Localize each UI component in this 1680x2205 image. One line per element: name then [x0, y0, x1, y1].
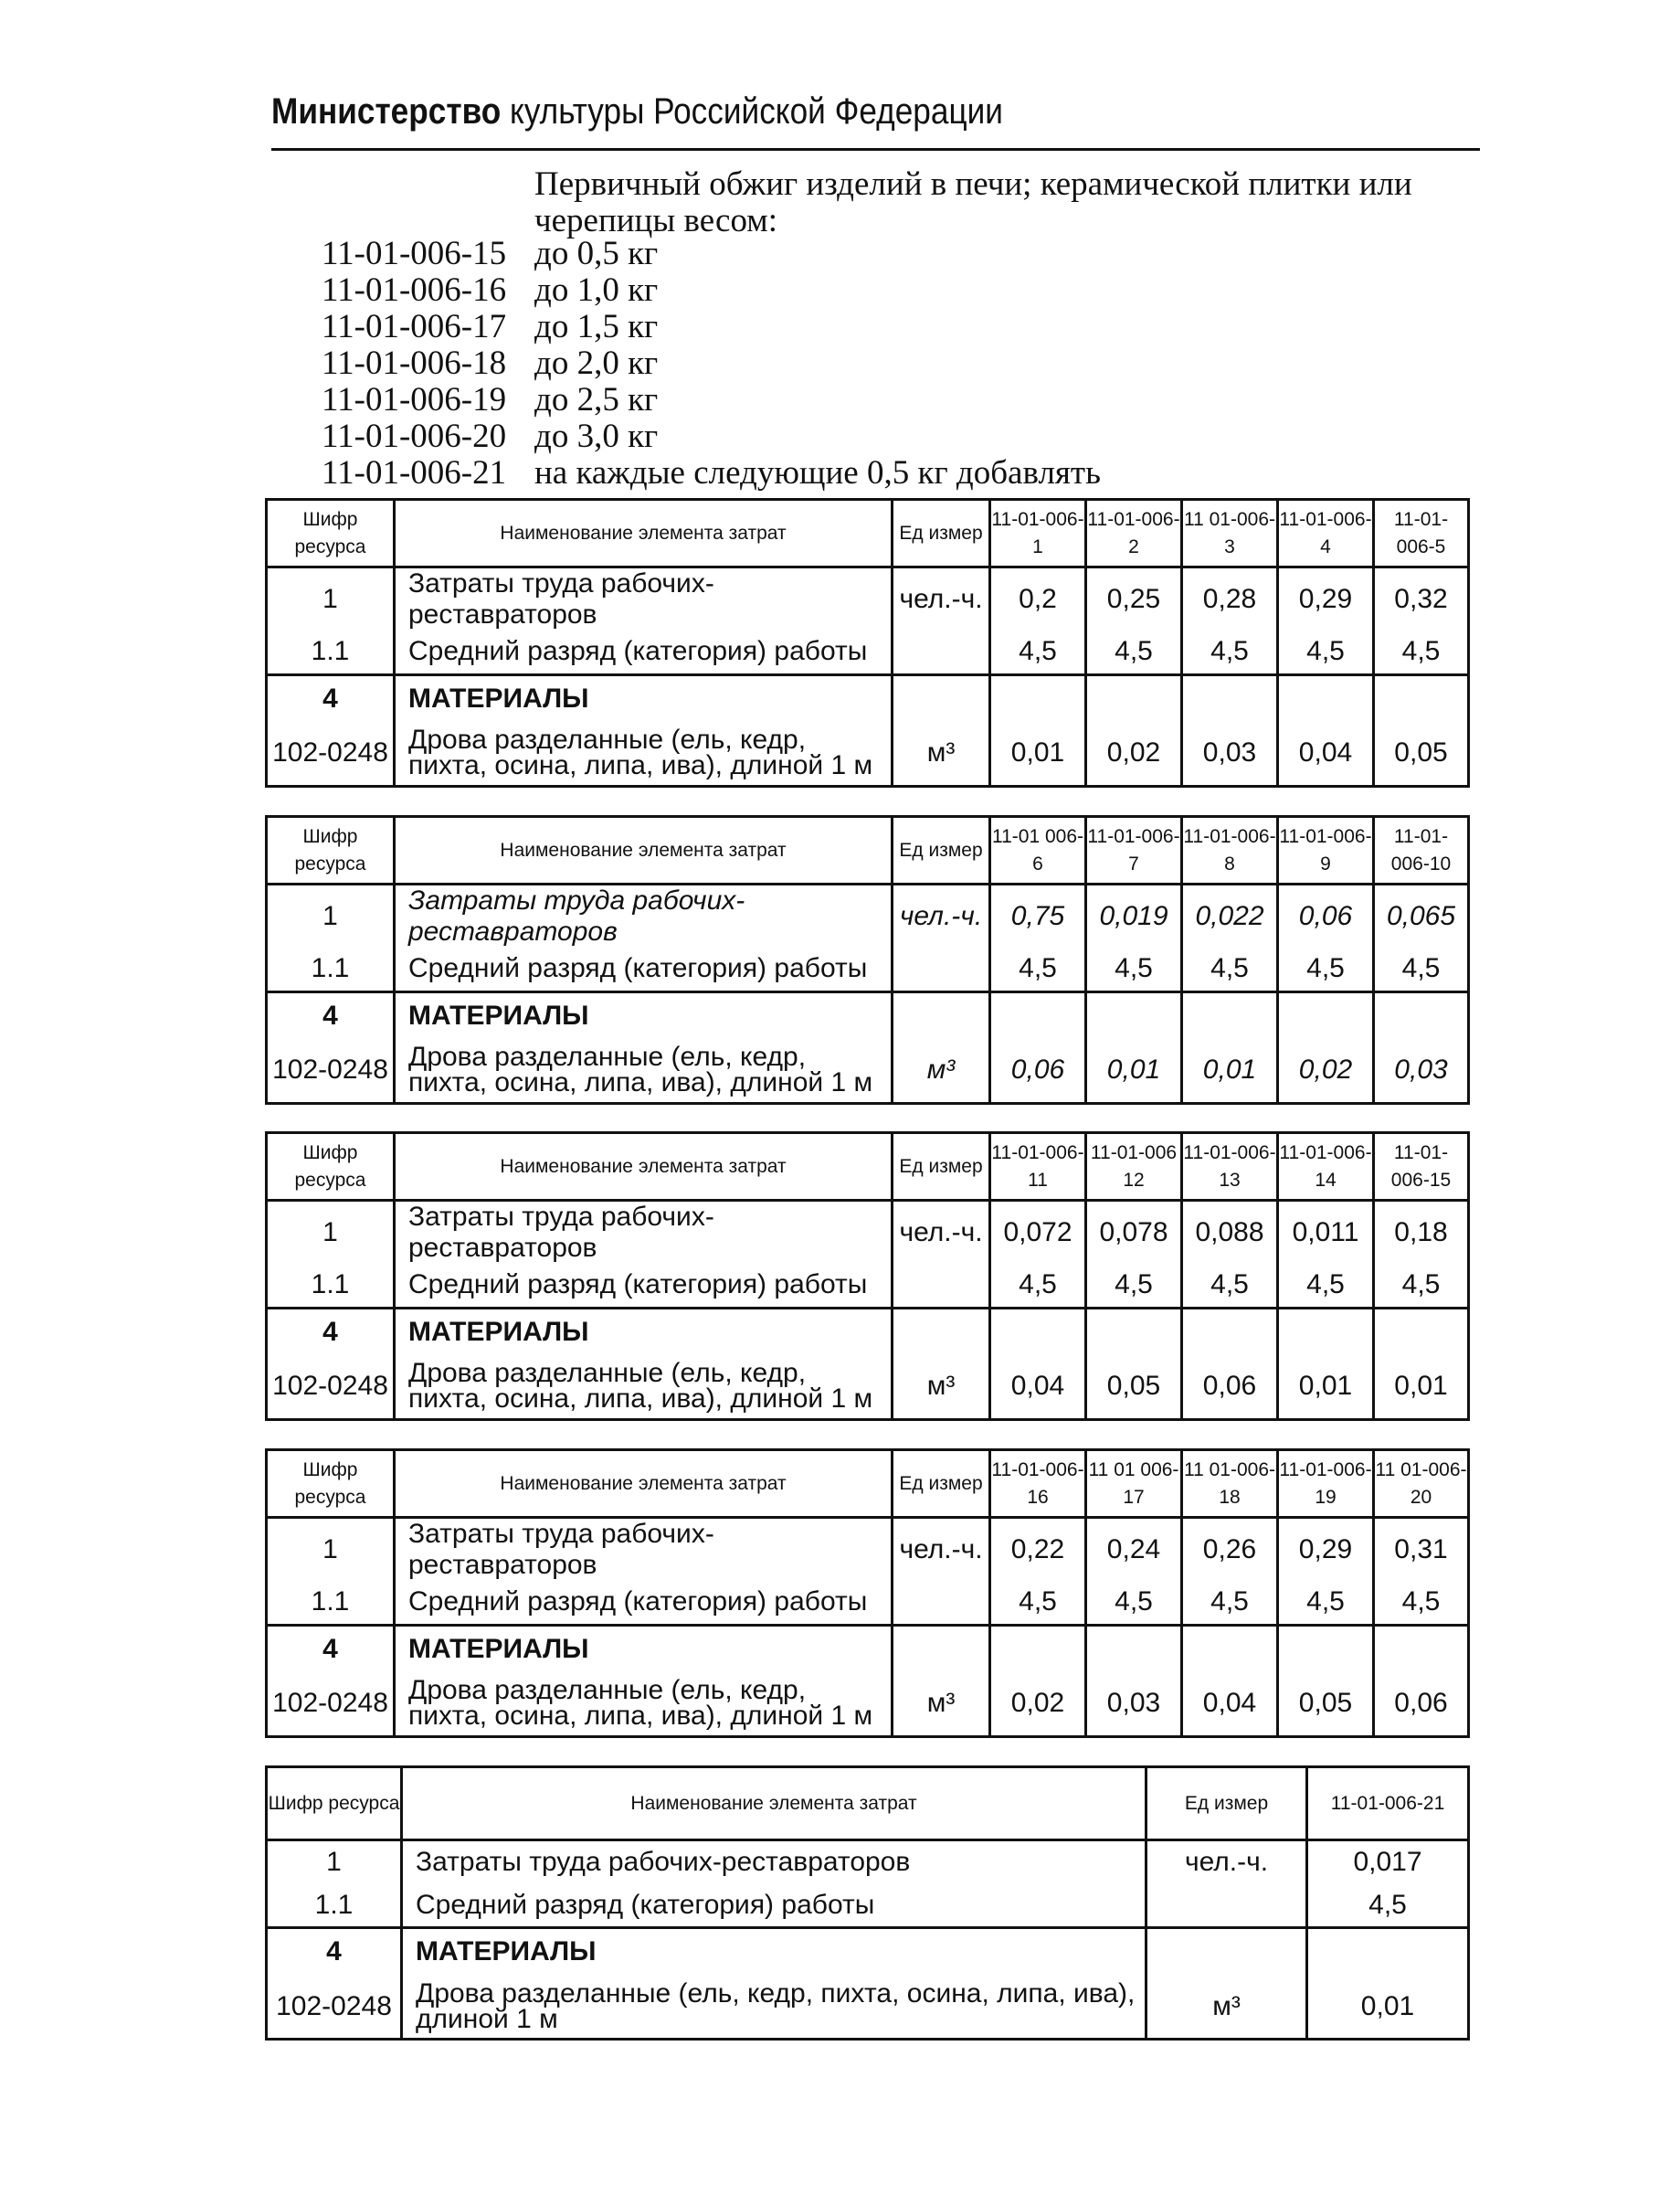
- labor-value: 0,011: [1278, 1201, 1374, 1265]
- labor-value: 0,25: [1086, 567, 1182, 631]
- grade-value: 4,5: [1086, 631, 1182, 674]
- grade-value: 4,5: [1086, 1581, 1182, 1625]
- header-unit: Ед измер: [893, 1450, 990, 1518]
- labor-value: 0,29: [1278, 1518, 1374, 1582]
- empty-cell: [1182, 991, 1278, 1039]
- item-code: 11-01-006-15: [322, 235, 507, 272]
- wood-value: 0,06: [1182, 1355, 1278, 1419]
- resource-table: [265, 498, 1470, 788]
- row-name: Дрова разделанные (ель, кедр, пихта, осина, липа, ива), длиной 1 м: [395, 1039, 893, 1103]
- labor-value: 0,065: [1374, 885, 1469, 949]
- header-rate-code: 11 01-006-3: [1182, 500, 1278, 567]
- row-code: 4: [267, 674, 395, 722]
- row-code: 102-0248: [267, 722, 395, 786]
- wood-value: 0,02: [990, 1672, 1086, 1736]
- empty-cell: [1182, 1308, 1278, 1355]
- header-name: Наименование элемента затрат: [402, 1767, 1146, 1840]
- grade-value: 4,5: [1278, 1264, 1374, 1308]
- wood-value: 0,01: [1278, 1355, 1374, 1419]
- labor-value: 0,072: [990, 1201, 1086, 1265]
- item-code: 11-01-006-20: [322, 418, 507, 455]
- header-rest: культуры Российской Федерации: [510, 91, 1003, 132]
- materials-label: МАТЕРИАЛЫ: [402, 1928, 1146, 1976]
- row-code: 1: [267, 885, 395, 949]
- row-name: Затраты труда рабочих-реставраторов: [402, 1840, 1146, 1884]
- wood-value: 0,02: [1086, 722, 1182, 786]
- grade-value: 4,5: [1086, 1264, 1182, 1308]
- header-unit: Ед измер: [893, 1133, 990, 1201]
- header-rate-code: 11-01-006-9: [1278, 817, 1374, 885]
- row-name: Дрова разделанные (ель, кедр, пихта, осина, липа, ива), длиной 1 м: [395, 1672, 893, 1736]
- empty-cell: [1307, 1928, 1469, 1976]
- code-list-item: [322, 382, 1101, 419]
- grade-value: 4,5: [990, 1264, 1086, 1308]
- row-name: Дрова разделанные (ель, кедр, пихта, осина, липа, ива), длиной 1 м: [402, 1976, 1146, 2040]
- row-code: 1: [267, 1201, 395, 1265]
- labor-value: 0,022: [1182, 885, 1278, 949]
- grade-value: 4,5: [1374, 631, 1469, 674]
- row-code: 1.1: [267, 1884, 402, 1928]
- labor-value: 0,75: [990, 885, 1086, 949]
- labor-value: 0,24: [1086, 1518, 1182, 1582]
- grade-value: 4,5: [1278, 1581, 1374, 1625]
- row-code: 4: [267, 991, 395, 1039]
- wood-value: 0,06: [990, 1039, 1086, 1103]
- empty-cell: [1278, 991, 1374, 1039]
- header-rate-code: 11-01-006-5: [1374, 500, 1469, 567]
- row-unit: [893, 948, 990, 991]
- row-code: 1.1: [267, 948, 395, 991]
- row-unit: чел.-ч.: [893, 1518, 990, 1582]
- row-unit: чел.-ч.: [1146, 1840, 1307, 1884]
- empty-cell: [1278, 1308, 1374, 1355]
- header-rate-code: 11-01-006-10: [1374, 817, 1469, 885]
- header-rule: [271, 148, 1480, 151]
- empty-cell: [990, 1625, 1086, 1672]
- grade-value: 4,5: [990, 1581, 1086, 1625]
- wood-value: 0,01: [1086, 1039, 1182, 1103]
- header-rate-code: 11 01-006-20: [1374, 1450, 1469, 1518]
- empty-cell: [1374, 1308, 1469, 1355]
- empty-cell: [1086, 674, 1182, 722]
- header-rate-code: 11-01-006-21: [1307, 1767, 1469, 1840]
- labor-value: 0,017: [1307, 1840, 1469, 1884]
- header-rate-code: 11-01-006-8: [1182, 817, 1278, 885]
- grade-value: 4,5: [1374, 948, 1469, 991]
- wood-value: 0,06: [1374, 1672, 1469, 1736]
- row-unit: чел.-ч.: [893, 885, 990, 949]
- empty-cell: [990, 991, 1086, 1039]
- item-text: до 2,5 кг: [534, 381, 659, 419]
- row-code: 1.1: [267, 1581, 395, 1625]
- header-rate-code: 11-01-006-13: [1182, 1133, 1278, 1201]
- row-name: Средний разряд (категория) работы: [395, 1581, 893, 1625]
- header-code: Шифр ресурса: [267, 500, 395, 567]
- row-code: 4: [267, 1928, 402, 1976]
- header-name: Наименование элемента затрат: [395, 1450, 893, 1518]
- row-name: Затраты труда рабочих-реставраторов: [395, 567, 893, 631]
- code-list-item: [322, 309, 1101, 345]
- header-code: Шифр ресурса: [267, 1767, 402, 1840]
- materials-label: МАТЕРИАЛЫ: [395, 1625, 893, 1672]
- row-unit: [1146, 1928, 1307, 1976]
- item-text: до 3,0 кг: [534, 418, 659, 455]
- empty-cell: [990, 1308, 1086, 1355]
- row-unit: [893, 1264, 990, 1308]
- labor-value: 0,2: [990, 567, 1086, 631]
- header-code: Шифр ресурса: [267, 1450, 395, 1518]
- row-unit: [893, 1581, 990, 1625]
- row-name: Средний разряд (категория) работы: [402, 1884, 1146, 1928]
- row-code: 102-0248: [267, 1355, 395, 1419]
- materials-label: МАТЕРИАЛЫ: [395, 674, 893, 722]
- empty-cell: [990, 674, 1086, 722]
- row-unit: [1146, 1884, 1307, 1928]
- header-rate-code: 11-01-006-7: [1086, 817, 1182, 885]
- item-text: до 1,5 кг: [534, 308, 659, 345]
- row-name: Затраты труда рабочих-реставраторов: [395, 1518, 893, 1582]
- wood-value: 0,05: [1278, 1672, 1374, 1736]
- header-bold: Министерство: [271, 91, 502, 132]
- header-rate-code: 11-01-006-15: [1374, 1133, 1469, 1201]
- code-list-item: [322, 272, 1101, 309]
- row-unit: чел.-ч.: [893, 567, 990, 631]
- empty-cell: [1182, 674, 1278, 722]
- item-code: 11-01-006-18: [322, 345, 507, 382]
- item-code: 11-01-006-19: [322, 381, 507, 419]
- row-code: 1: [267, 1840, 402, 1884]
- header-rate-code: 11-01-006-2: [1086, 500, 1182, 567]
- grade-value: 4,5: [1307, 1884, 1469, 1928]
- wood-value: 0,01: [1307, 1976, 1469, 2040]
- labor-value: 0,31: [1374, 1518, 1469, 1582]
- empty-cell: [1374, 991, 1469, 1039]
- header-rate-code: 11-01 006-6: [990, 817, 1086, 885]
- row-name: Дрова разделанные (ель, кедр, пихта, осина, липа, ива), длиной 1 м: [395, 722, 893, 786]
- labor-value: 0,29: [1278, 567, 1374, 631]
- header-rate-code: 11-01-006-14: [1278, 1133, 1374, 1201]
- wood-value: 0,03: [1086, 1672, 1182, 1736]
- wood-value: 0,01: [1374, 1355, 1469, 1419]
- materials-label: МАТЕРИАЛЫ: [395, 991, 893, 1039]
- labor-value: 0,28: [1182, 567, 1278, 631]
- wood-value: 0,05: [1086, 1355, 1182, 1419]
- row-unit: [893, 674, 990, 722]
- header-code: Шифр ресурса: [267, 817, 395, 885]
- item-code: 11-01-006-16: [322, 271, 507, 309]
- grade-value: 4,5: [1278, 631, 1374, 674]
- labor-value: 0,18: [1374, 1201, 1469, 1265]
- row-unit: чел.-ч.: [893, 1201, 990, 1265]
- grade-value: 4,5: [1278, 948, 1374, 991]
- row-code: 1.1: [267, 631, 395, 674]
- row-name: Дрова разделанные (ель, кедр, пихта, осина, липа, ива), длиной 1 м: [395, 1355, 893, 1419]
- row-code: 4: [267, 1625, 395, 1672]
- section-title: Первичный обжиг изделий в печи; керамической плитки или черепицы весом:: [534, 165, 1412, 239]
- labor-value: 0,088: [1182, 1201, 1278, 1265]
- resource-table: [265, 1448, 1470, 1738]
- row-unit: м³: [893, 1672, 990, 1736]
- row-code: 102-0248: [267, 1976, 402, 2040]
- labor-value: 0,078: [1086, 1201, 1182, 1265]
- item-code: 11-01-006-17: [322, 308, 507, 345]
- header-rate-code: 11-01-006-19: [1278, 1450, 1374, 1518]
- row-code: 1: [267, 567, 395, 631]
- item-text: на каждые следующие 0,5 кг добавлять: [534, 454, 1101, 492]
- wood-value: 0,01: [990, 722, 1086, 786]
- labor-value: 0,32: [1374, 567, 1469, 631]
- code-list: [322, 236, 1101, 492]
- code-list-item: [322, 345, 1101, 382]
- grade-value: 4,5: [1182, 948, 1278, 991]
- row-name: Средний разряд (категория) работы: [395, 631, 893, 674]
- item-code: 11-01-006-21: [322, 454, 507, 492]
- grade-value: 4,5: [990, 631, 1086, 674]
- header-code: Шифр ресурса: [267, 1133, 395, 1201]
- row-code: 1.1: [267, 1264, 395, 1308]
- header-rate-code: 11-01-006-4: [1278, 500, 1374, 567]
- header-rate-code: 11-01-006-11: [990, 1133, 1086, 1201]
- row-unit: м³: [893, 722, 990, 786]
- wood-value: 0,04: [1278, 722, 1374, 786]
- empty-cell: [1374, 674, 1469, 722]
- header-unit: Ед измер: [893, 500, 990, 567]
- row-code: 1: [267, 1518, 395, 1582]
- row-code: 4: [267, 1308, 395, 1355]
- empty-cell: [1086, 991, 1182, 1039]
- header-name: Наименование элемента затрат: [395, 817, 893, 885]
- row-unit: [893, 1308, 990, 1355]
- row-code: 102-0248: [267, 1039, 395, 1103]
- row-unit: м³: [893, 1039, 990, 1103]
- resource-table: [265, 1765, 1470, 2041]
- header-name: Наименование элемента затрат: [395, 1133, 893, 1201]
- grade-value: 4,5: [1182, 1264, 1278, 1308]
- code-list-item: [322, 419, 1101, 455]
- wood-value: 0,04: [990, 1355, 1086, 1419]
- header-rate-code: 11-01-006-16: [990, 1450, 1086, 1518]
- labor-value: 0,22: [990, 1518, 1086, 1582]
- wood-value: 0,05: [1374, 722, 1469, 786]
- code-list-item: [322, 455, 1101, 492]
- empty-cell: [1278, 1625, 1374, 1672]
- row-name: Средний разряд (категория) работы: [395, 948, 893, 991]
- wood-value: 0,03: [1182, 722, 1278, 786]
- grade-value: 4,5: [990, 948, 1086, 991]
- row-unit: [893, 991, 990, 1039]
- wood-value: 0,01: [1182, 1039, 1278, 1103]
- wood-value: 0,03: [1374, 1039, 1469, 1103]
- wood-value: 0,02: [1278, 1039, 1374, 1103]
- header-rate-code: 11 01 006-17: [1086, 1450, 1182, 1518]
- empty-cell: [1086, 1625, 1182, 1672]
- empty-cell: [1086, 1308, 1182, 1355]
- labor-value: 0,019: [1086, 885, 1182, 949]
- wood-value: 0,04: [1182, 1672, 1278, 1736]
- grade-value: 4,5: [1182, 1581, 1278, 1625]
- row-unit: [893, 631, 990, 674]
- item-text: до 1,0 кг: [534, 271, 659, 309]
- row-unit: м³: [1146, 1976, 1307, 2040]
- row-name: Затраты труда рабочих-реставраторов: [395, 885, 893, 949]
- header-unit: Ед измер: [893, 817, 990, 885]
- item-text: до 2,0 кг: [534, 345, 659, 382]
- grade-value: 4,5: [1374, 1264, 1469, 1308]
- grade-value: 4,5: [1374, 1581, 1469, 1625]
- grade-value: 4,5: [1086, 948, 1182, 991]
- empty-cell: [1182, 1625, 1278, 1672]
- page-header: [271, 91, 1335, 133]
- empty-cell: [1374, 1625, 1469, 1672]
- labor-value: 0,06: [1278, 885, 1374, 949]
- header-rate-code: 11-01-006-1: [990, 500, 1086, 567]
- header-name: Наименование элемента затрат: [395, 500, 893, 567]
- item-text: до 0,5 кг: [534, 235, 659, 272]
- code-list-item: [322, 236, 1101, 272]
- materials-label: МАТЕРИАЛЫ: [395, 1308, 893, 1355]
- empty-cell: [1278, 674, 1374, 722]
- row-unit: [893, 1625, 990, 1672]
- header-unit: Ед измер: [1146, 1767, 1307, 1840]
- row-name: Затраты труда рабочих-реставраторов: [395, 1201, 893, 1265]
- resource-table: [265, 1131, 1470, 1421]
- header-rate-code: 11-01-006 12: [1086, 1133, 1182, 1201]
- labor-value: 0,26: [1182, 1518, 1278, 1582]
- header-rate-code: 11 01-006-18: [1182, 1450, 1278, 1518]
- resource-table: [265, 815, 1470, 1105]
- grade-value: 4,5: [1182, 631, 1278, 674]
- row-unit: м³: [893, 1355, 990, 1419]
- row-name: Средний разряд (категория) работы: [395, 1264, 893, 1308]
- row-code: 102-0248: [267, 1672, 395, 1736]
